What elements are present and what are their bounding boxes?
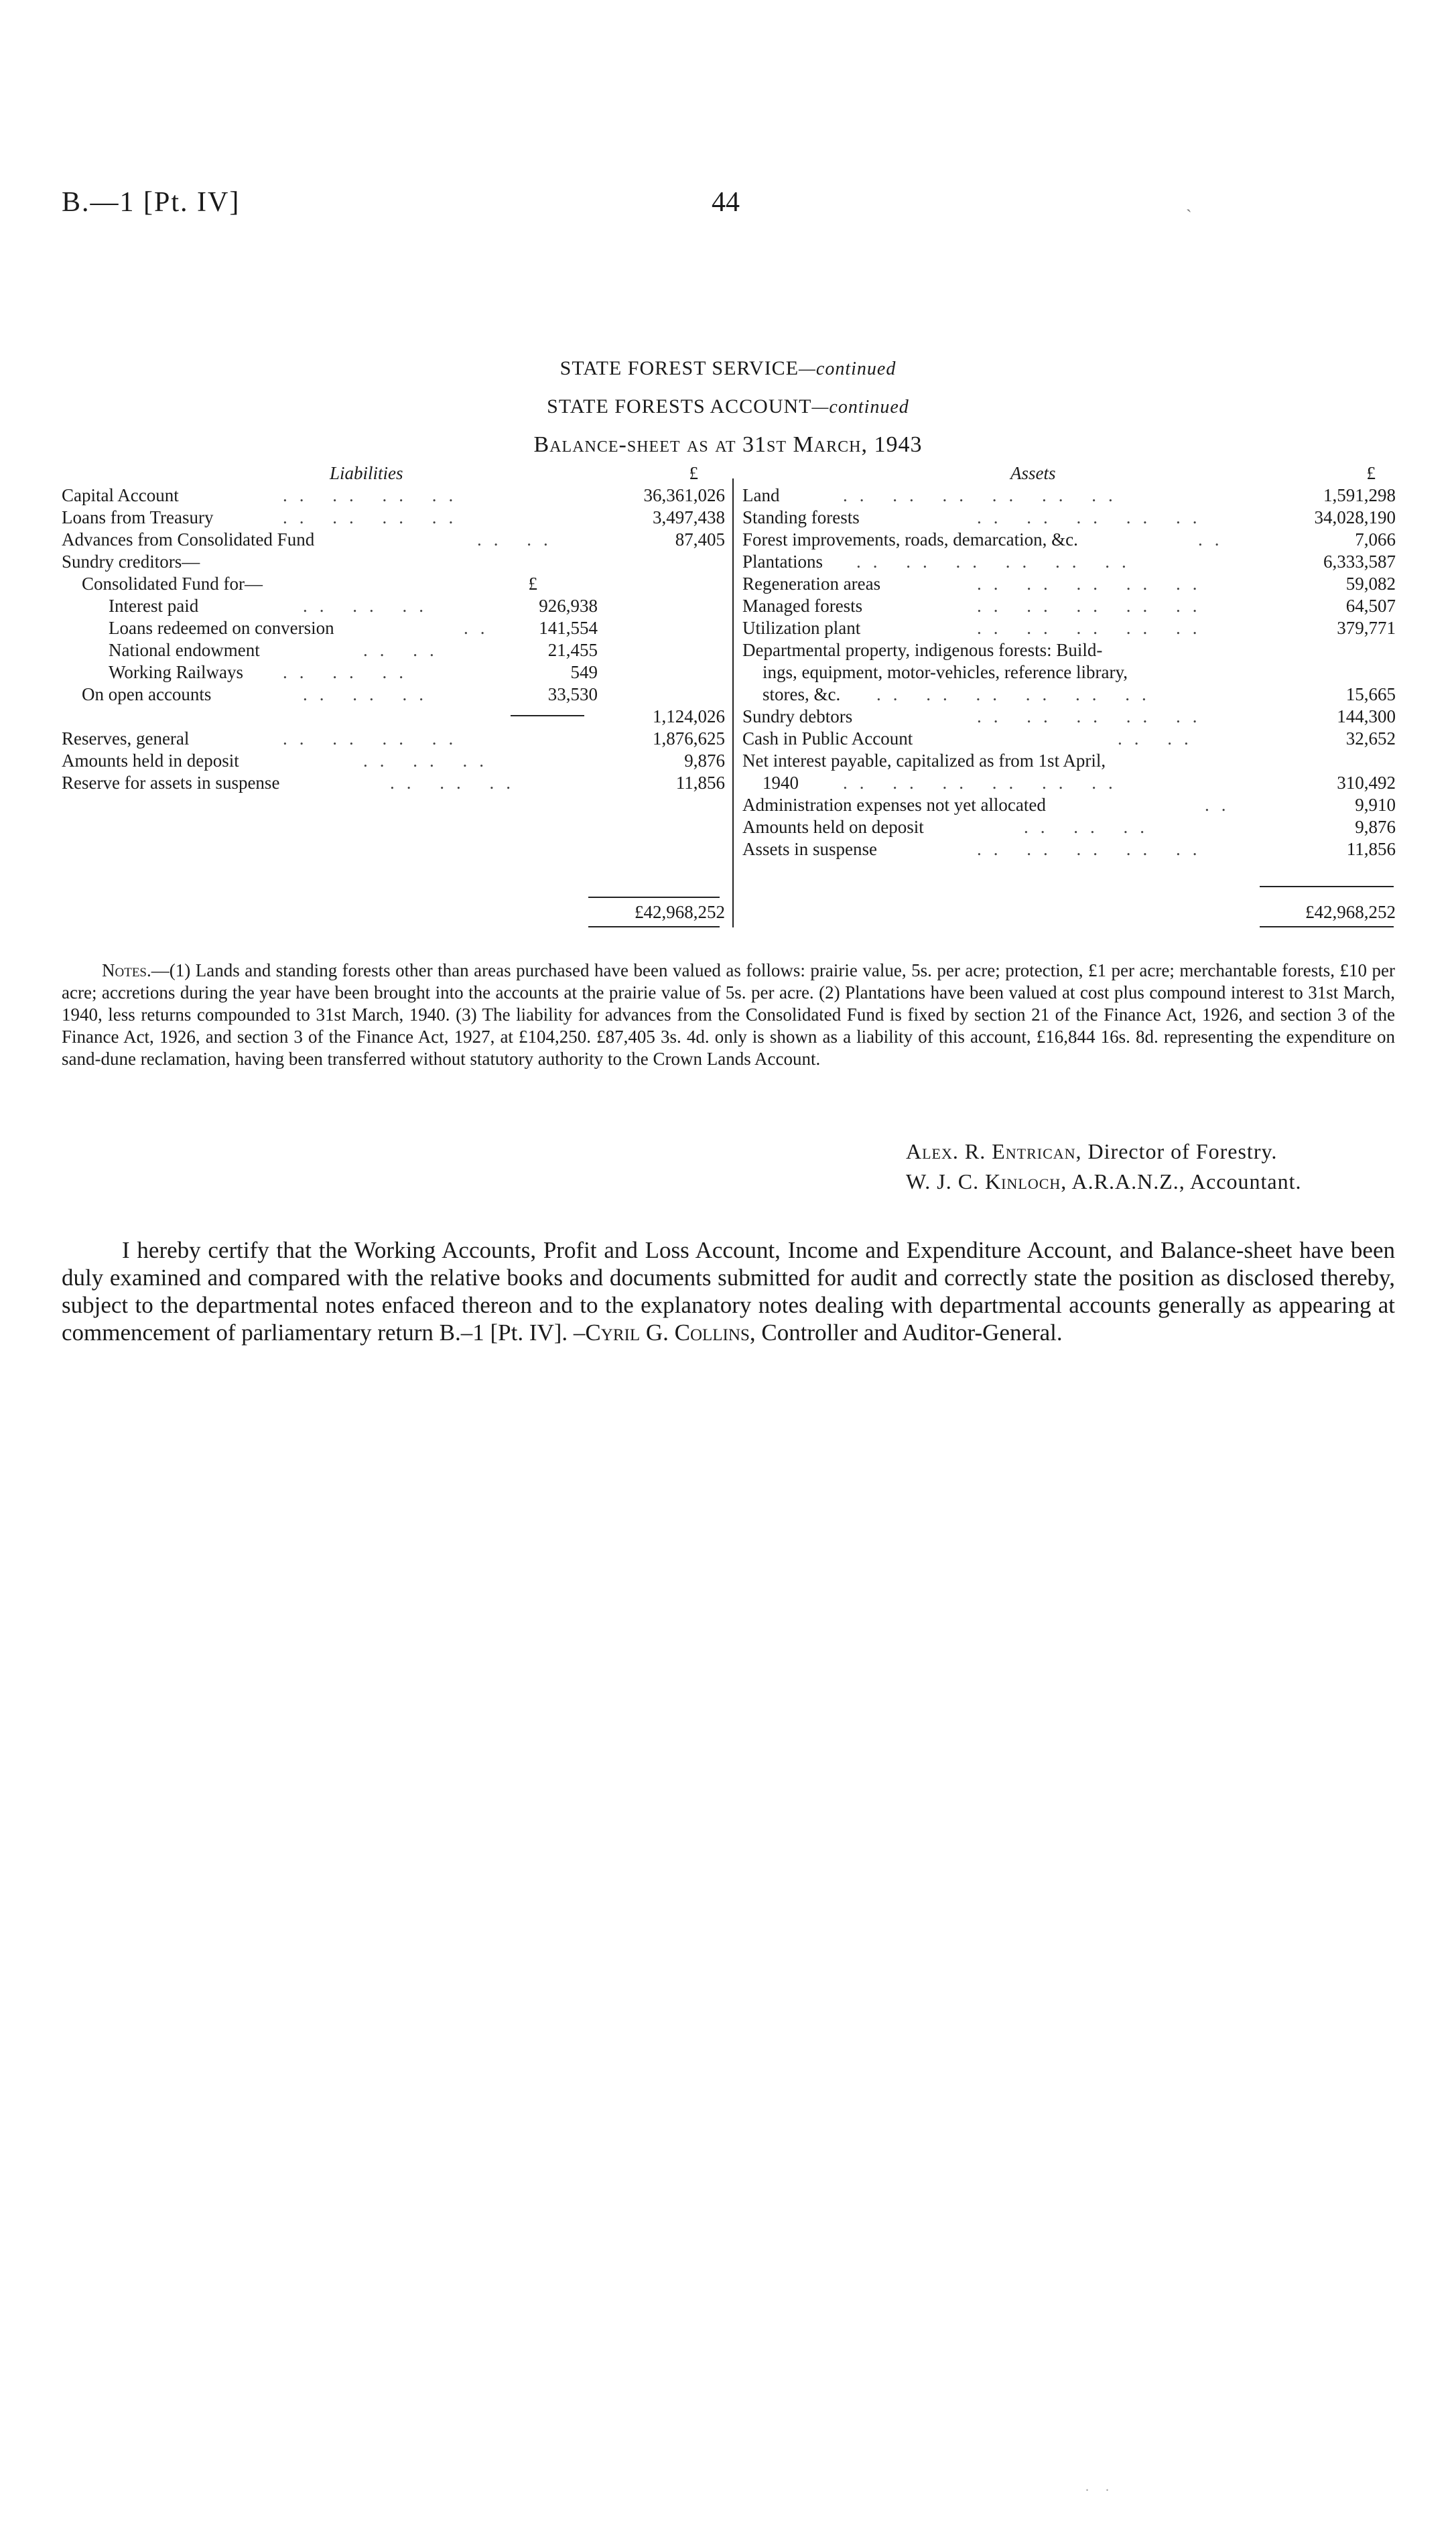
table-row: Sundry debtors .. .. .. .. .. 144,300	[742, 706, 1396, 726]
table-row: On open accounts .. .. .. 33,530	[82, 684, 598, 704]
footer-marks: . .	[1085, 2479, 1116, 2494]
liabilities-total: £42,968,252	[635, 902, 725, 922]
audit-certificate: I hereby certify that the Working Accounts, Profit and Loss Account, Income and Expenditure Account, and Balance-sheet have been duly examined and compared with the relative books and documents submitted for audit and correctly state the position as disclosed thereby, subject to the departmental notes enfaced thereon and to the explanatory notes dealing with departmental accounts generally as appearing at commencement of parliamentary return B.–1 [Pt. IV]. –Cyril G. Collins, Controller and Auditor-General.	[62, 1237, 1395, 1346]
table-row	[62, 706, 725, 728]
table-row: Sundry creditors—	[62, 552, 200, 572]
table-row: Working Railways .. .. .. 549	[109, 662, 598, 682]
table-row: Managed forests .. .. .. .. .. 64,507	[742, 596, 1396, 616]
table-row: Assets in suspense .. .. .. .. .. 11,856	[742, 839, 1396, 859]
subtotal: 1,124,026	[653, 706, 725, 726]
table-row: Consolidated Fund for— £	[82, 574, 537, 594]
column-divider	[732, 478, 734, 927]
table-row: Standing forests .. .. .. .. .. 34,028,190	[742, 507, 1396, 527]
liabilities-total-underline	[588, 926, 720, 927]
subtotal-rule	[511, 715, 584, 716]
page-reference: B.—1 [Pt. IV]	[62, 187, 241, 218]
table-row: Reserves, general .. .. .. .. 1,876,625	[62, 728, 725, 749]
assets-total-underline	[1260, 926, 1394, 927]
table-row: 1940 .. .. .. .. .. .. 310,492	[763, 773, 1396, 793]
assets-heading: Assets	[1010, 463, 1056, 483]
table-row: Amounts held on deposit .. .. .. 9,876	[742, 817, 1396, 837]
stray-mark: ˎ	[1186, 193, 1192, 212]
table-row: Utilization plant .. .. .. .. .. 379,771	[742, 618, 1396, 638]
table-row: Land .. .. .. .. .. .. 1,591,298	[742, 485, 1396, 505]
table-row: stores, &c. .. .. .. .. .. .. 15,665	[763, 684, 1396, 704]
assets-total-row	[742, 901, 1396, 923]
table-row: Reserve for assets in suspense .. .. .. 11,856	[62, 773, 725, 793]
liabilities-column	[62, 462, 725, 794]
table-row: National endowment .. .. 21,455	[109, 640, 598, 660]
signature-accountant: W. J. C. Kinloch, A.R.A.N.Z., Accountant.	[906, 1169, 1302, 1193]
table-row: ings, equipment, motor-vehicles, reference library,	[763, 662, 1128, 682]
signature-director: Alex. R. Entrican, Director of Forestry.	[906, 1139, 1278, 1163]
title-balance-sheet: Balance-sheet as at 31st March, 1943	[533, 432, 923, 457]
table-row: Interest paid .. .. .. 926,938	[109, 596, 598, 616]
notes-paragraph: Notes.—(1) Lands and standing forests other than areas purchased have been valued as follows: prairie value, 5s. per acre; protection, £1 per acre; merchantable forests, £10 per acre; accretions during the year have been brought into the accounts at the prairie value of 5s. per acre. (2) Plantations have been valued at cost plus compound interest to 31st March, 1940, less returns compounded to 31st March, 1940. (3) The liability for advances from the Consolidated Fund is fixed by section 21 of the Finance Act, 1926, and section 3 of the Finance Act, 1926, and section 3 of the Finance Act, 1927, at £104,250. £87,405 3s. 4d. only is shown as a liability of this account, £16,844 16s. 8d. representing the expenditure on sand-dune reclamation, having been transferred without statutory authority to the Crown Lands Account.	[62, 960, 1395, 1069]
table-row: Advances from Consolidated Fund .. .. 87,405	[62, 529, 725, 549]
liabilities-heading: Liabilities	[330, 463, 403, 483]
liabilities-total-rule	[588, 897, 720, 898]
table-row: Forest improvements, roads, demarcation, &c. .. 7,066	[742, 529, 1396, 549]
table-row: Plantations .. .. .. .. .. .. 6,333,587	[742, 552, 1396, 572]
sub-currency: £	[528, 574, 537, 594]
table-row: Administration expenses not yet allocated .. 9,910	[742, 795, 1396, 815]
assets-column	[742, 462, 1396, 860]
table-row: Cash in Public Account .. .. 32,652	[742, 728, 1396, 749]
table-row: Amounts held in deposit .. .. .. 9,876	[62, 751, 725, 771]
title-state-forest-service: STATE FOREST SERVICE—continued	[559, 357, 897, 379]
table-row: Regeneration areas .. .. .. .. .. 59,082	[742, 574, 1396, 594]
liabilities-currency: £	[689, 463, 698, 483]
table-row: Loans redeemed on conversion .. 141,554	[109, 618, 598, 638]
title-state-forests-account: STATE FORESTS ACCOUNT—continued	[547, 395, 909, 417]
page-number: 44	[712, 187, 740, 218]
table-row: Departmental property, indigenous forests: Build-	[742, 640, 1103, 660]
assets-total: £42,968,252	[1305, 902, 1396, 922]
assets-total-rule	[1260, 886, 1394, 887]
table-row: Capital Account .. .. .. .. 36,361,026	[62, 485, 725, 505]
assets-currency: £	[1366, 463, 1376, 483]
table-row: Loans from Treasury .. .. .. .. 3,497,438	[62, 507, 725, 527]
auditor-name: Cyril G. Collins,	[585, 1319, 756, 1346]
table-row: Net interest payable, capitalized as from 1st April,	[742, 751, 1106, 771]
liabilities-total-row	[62, 901, 725, 923]
